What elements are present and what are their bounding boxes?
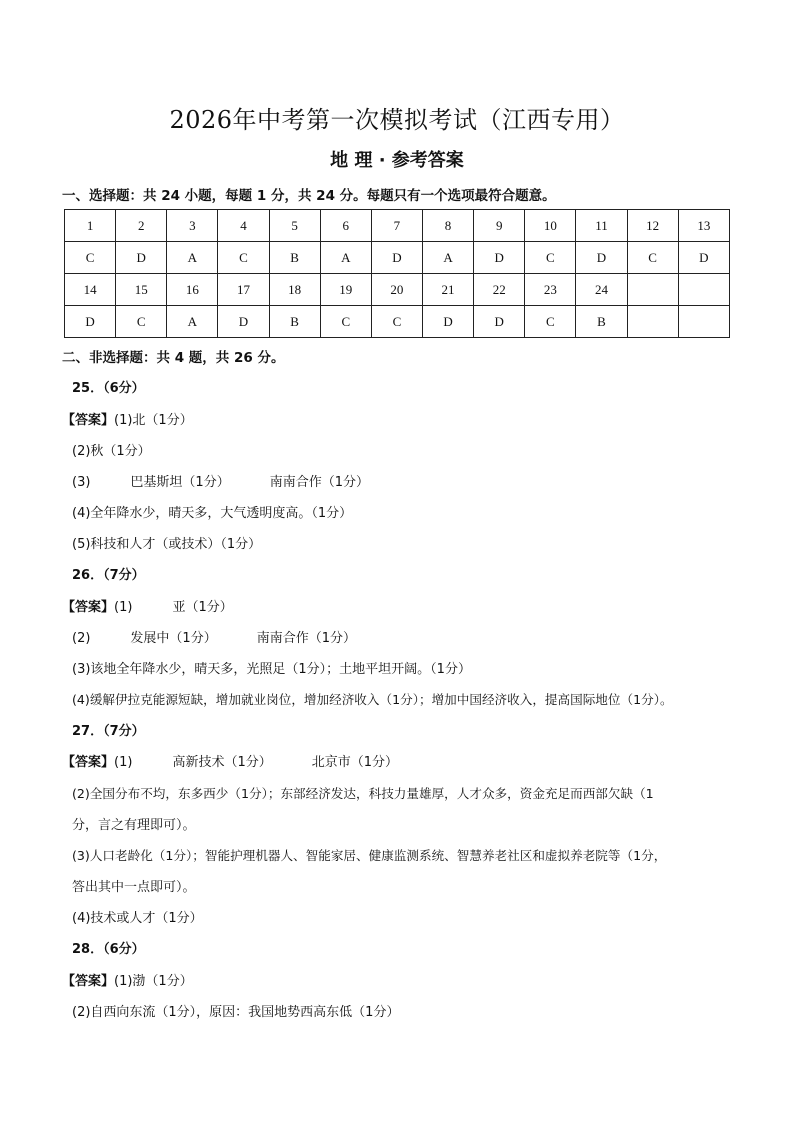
table-cell: C xyxy=(371,306,422,338)
answer-text: 巴基斯坦（1分） xyxy=(130,475,230,490)
answer-tag: 【答案】 xyxy=(62,755,115,770)
question-25-header: 25．（6分） xyxy=(72,381,145,396)
table-cell xyxy=(678,274,729,306)
answer-table xyxy=(64,209,730,338)
answer-tag: 【答案】 xyxy=(62,413,115,428)
table-cell: C xyxy=(627,242,678,274)
section-choice-heading: 一、选择题：共 24 小题，每题 1 分，共 24 分。每题只有一个选项最符合题意。 xyxy=(62,188,556,204)
answer-tag: 【答案】 xyxy=(62,974,115,989)
table-cell: 10 xyxy=(525,210,576,242)
table-cell: 22 xyxy=(474,274,525,306)
question-27-answer-2-line-2: 分，言之有理即可）。 xyxy=(72,818,196,833)
table-cell: C xyxy=(116,306,167,338)
section-nonchoice-heading: 二、非选择题：共 4 题，共 26 分。 xyxy=(62,350,285,366)
table-cell: C xyxy=(525,242,576,274)
question-26-header: 26．（7分） xyxy=(72,568,145,583)
question-26-answer-2 xyxy=(72,627,356,646)
question-28-header: 28．（6分） xyxy=(72,942,145,957)
table-cell: A xyxy=(167,306,218,338)
table-cell: 2 xyxy=(116,210,167,242)
table-cell: D xyxy=(371,242,422,274)
page-title: 2026年中考第一次模拟考试（江西专用） xyxy=(169,106,625,134)
table-cell: 7 xyxy=(371,210,422,242)
table-row xyxy=(65,210,730,242)
table-cell: 18 xyxy=(269,274,320,306)
answer-num: (3) xyxy=(72,475,91,490)
answer-num: (1) xyxy=(114,755,133,770)
table-cell xyxy=(678,306,729,338)
table-cell: 15 xyxy=(116,274,167,306)
question-28-answer-1 xyxy=(62,970,193,989)
table-cell: D xyxy=(576,242,627,274)
table-row xyxy=(65,274,730,306)
table-cell: A xyxy=(320,242,371,274)
answer-num: (2) xyxy=(72,631,91,646)
table-cell: 13 xyxy=(678,210,729,242)
table-cell: 5 xyxy=(269,210,320,242)
table-cell: 3 xyxy=(167,210,218,242)
table-cell: D xyxy=(474,306,525,338)
table-cell: 14 xyxy=(65,274,116,306)
question-26-answer-3: (3)该地全年降水少，晴天多，光照足（1分）；土地平坦开阔。（1分） xyxy=(72,662,471,677)
answer-text: 南南合作（1分） xyxy=(269,475,369,490)
table-row xyxy=(65,242,730,274)
table-cell: A xyxy=(167,242,218,274)
answer-tag: 【答案】 xyxy=(62,600,115,615)
question-25-answer-4: (4)全年降水少，晴天多，大气透明度高。（1分） xyxy=(72,506,353,521)
question-27-header: 27．（7分） xyxy=(72,724,145,739)
table-cell: B xyxy=(269,242,320,274)
table-cell: D xyxy=(218,306,269,338)
table-cell: 17 xyxy=(218,274,269,306)
table-cell xyxy=(627,306,678,338)
question-27-answer-4: (4)技术或人才（1分） xyxy=(72,911,203,926)
table-cell: 11 xyxy=(576,210,627,242)
table-cell: 1 xyxy=(65,210,116,242)
question-27-answer-1 xyxy=(62,751,398,770)
table-cell: C xyxy=(320,306,371,338)
table-cell: D xyxy=(116,242,167,274)
table-cell: B xyxy=(576,306,627,338)
page-subtitle: 地 理 · 参考答案 xyxy=(330,150,464,171)
table-cell: 9 xyxy=(474,210,525,242)
table-cell: C xyxy=(218,242,269,274)
table-cell: 12 xyxy=(627,210,678,242)
question-25-answer-5: (5)科技和人才（或技术）（1分） xyxy=(72,537,262,552)
question-25-answer-2: (2)秋（1分） xyxy=(72,444,151,459)
table-cell: D xyxy=(474,242,525,274)
table-cell: D xyxy=(678,242,729,274)
question-27-answer-3-line-2: 答出其中一点即可）。 xyxy=(72,880,196,895)
question-28-answer-2: (2)自西向东流（1分），原因：我国地势西高东低（1分） xyxy=(72,1005,400,1020)
table-cell: 23 xyxy=(525,274,576,306)
table-cell: D xyxy=(422,306,473,338)
table-cell: D xyxy=(65,306,116,338)
question-27-answer-2-line-1: (2)全国分布不均，东多西少（1分）；东部经济发达，科技力量雄厚，人才众多，资金充足而西部欠缺（1 xyxy=(72,786,654,801)
answer-text: 北京市（1分） xyxy=(311,755,398,770)
question-26-answer-1 xyxy=(62,596,233,615)
question-26-answer-4: (4)缓解伊拉克能源短缺，增加就业岗位，增加经济收入（1分）；增加中国经济收入，提高国际地位（1分）。 xyxy=(72,692,673,707)
answer-text: (1)北（1分） xyxy=(114,413,193,428)
answer-text: 亚（1分） xyxy=(172,600,233,615)
table-cell xyxy=(627,274,678,306)
table-cell: C xyxy=(525,306,576,338)
table-row xyxy=(65,306,730,338)
table-cell: 20 xyxy=(371,274,422,306)
answer-text: 南南合作（1分） xyxy=(256,631,356,646)
answer-num: (1) xyxy=(114,600,133,615)
table-cell: 19 xyxy=(320,274,371,306)
table-cell: 8 xyxy=(422,210,473,242)
table-cell: 16 xyxy=(167,274,218,306)
table-cell: 21 xyxy=(422,274,473,306)
answer-text: 高新技术（1分） xyxy=(172,755,272,770)
question-25-answer-3 xyxy=(72,471,369,490)
question-25-answer-1 xyxy=(62,409,193,428)
table-cell: B xyxy=(269,306,320,338)
table-cell: A xyxy=(422,242,473,274)
question-27-answer-3-line-1: (3)人口老龄化（1分）；智能护理机器人、智能家居、健康监测系统、智慧养老社区和虚拟养老院等（1分， xyxy=(72,848,667,863)
table-cell: 4 xyxy=(218,210,269,242)
answer-text: (1)渤（1分） xyxy=(114,974,193,989)
table-cell: C xyxy=(65,242,116,274)
answer-text: 发展中（1分） xyxy=(130,631,217,646)
table-cell: 6 xyxy=(320,210,371,242)
table-cell: 24 xyxy=(576,274,627,306)
